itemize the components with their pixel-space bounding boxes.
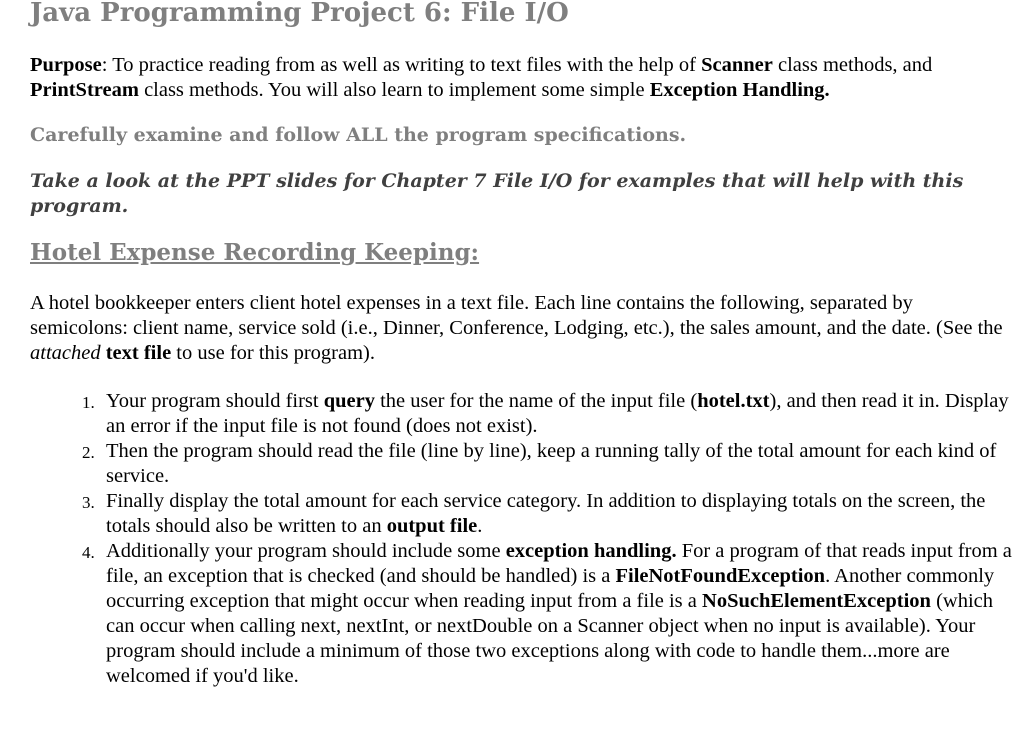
list-number: 2. bbox=[82, 443, 95, 462]
spec-text: ), and then read it in. Display an error if the input file is not found (does not exist). bbox=[106, 390, 1009, 437]
spec-text: . bbox=[477, 515, 483, 537]
specifications-notice: Carefully examine and follow ALL the program specifications. bbox=[30, 124, 687, 146]
list-item bbox=[82, 439, 1012, 489]
intro-text: to use for this program). bbox=[171, 342, 375, 364]
purpose-text: class methods, and bbox=[772, 54, 933, 76]
section-heading: Hotel Expense Recording Keeping: bbox=[30, 239, 480, 266]
purpose-label: Purpose bbox=[30, 54, 102, 76]
attached-word: attached bbox=[30, 342, 101, 364]
purpose-paragraph bbox=[30, 53, 1012, 103]
spec-bold: NoSuchElementException bbox=[702, 590, 931, 612]
spec-text: Additionally your program should include some bbox=[106, 540, 506, 562]
scanner-term: Scanner bbox=[701, 54, 773, 76]
specification-list bbox=[30, 389, 1012, 689]
spec-bold: query bbox=[323, 390, 375, 412]
purpose-text: class methods. You will also learn to implement some simple bbox=[138, 79, 650, 101]
spec-bold: exception handling. bbox=[505, 540, 677, 562]
spec-text: Then the program should read the file (line by line), keep a running tally of the total amount for each kind of service. bbox=[106, 440, 997, 487]
intro-paragraph bbox=[30, 291, 1012, 366]
list-item bbox=[82, 389, 1012, 439]
intro-text: A hotel bookkeeper enters client hotel expenses in a text file. Each line contains the following, separated by semicolons: client name, service sold (i.e., Dinner, Conference, Lodging, etc.), the sales amount, and the date. (See the bbox=[30, 292, 1003, 339]
page-title: Java Programming Project 6: File I/O bbox=[30, 0, 569, 28]
spec-bold: FileNotFoundException bbox=[615, 565, 826, 587]
spec-text: Finally display the total amount for each service category. In addition to displaying totals on the screen, the totals should also be written to an bbox=[106, 490, 986, 537]
spec-bold: hotel.txt bbox=[697, 390, 770, 412]
list-number: 1. bbox=[82, 393, 95, 412]
spec-text: . Another commonly occurring exception that might occur when reading input from a file is a bbox=[106, 565, 995, 612]
list-item bbox=[82, 539, 1012, 689]
spec-text: For a program of that reads input from a file, an exception that is checked (and should be handled) is a bbox=[106, 540, 1012, 587]
list-number: 4. bbox=[82, 543, 95, 562]
list-number: 3. bbox=[82, 493, 95, 512]
ppt-slides-note: Take a look at the PPT slides for Chapter 7 File I/O for examples that will help with this program. bbox=[30, 170, 964, 217]
printstream-term: PrintStream bbox=[30, 79, 139, 101]
spec-text: the user for the name of the input file ( bbox=[374, 390, 698, 412]
text-file-term: text file bbox=[105, 342, 172, 364]
exception-handling-term: Exception Handling. bbox=[649, 79, 830, 101]
spec-text: Your program should first bbox=[106, 390, 324, 412]
spec-bold: output file bbox=[386, 515, 478, 537]
list-item bbox=[82, 489, 1012, 539]
purpose-text: : To practice reading from as well as writing to text files with the help of bbox=[101, 54, 702, 76]
spec-text: (which can occur when calling next, nextInt, or nextDouble on a Scanner object when no input is available). Your program should include a minimum of those two exceptions along with code to handle them...more are welcomed if you'd like. bbox=[106, 590, 994, 687]
